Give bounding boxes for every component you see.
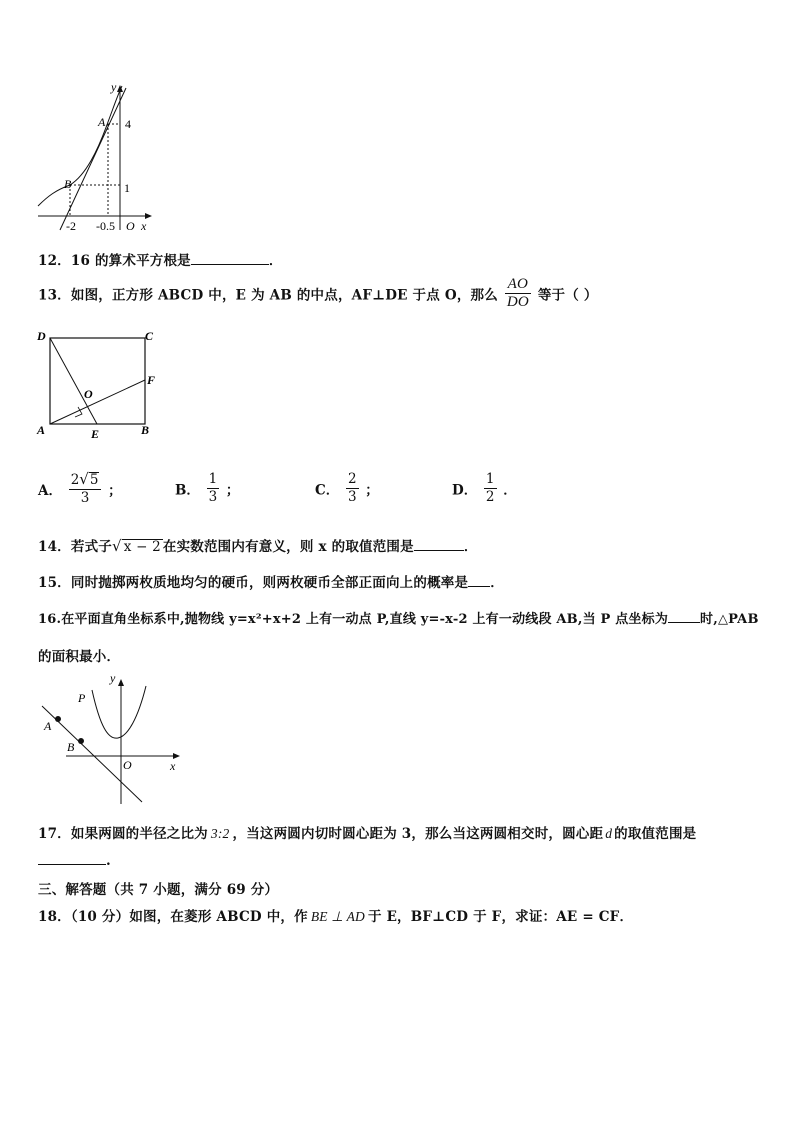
fig1-tick-neg2: -2 xyxy=(66,219,76,233)
q18-after: 于 E，BF⊥CD 于 F，求证：AE = CF． xyxy=(367,909,634,925)
q14-radical-sign: √ xyxy=(112,537,122,555)
fig3-a-label: A xyxy=(44,719,52,733)
q17-middle: ，当这两圆内切时圆心距为 3，那么当这两圆相交时，圆心距 xyxy=(232,826,604,842)
fig2-label-d: D xyxy=(37,329,46,343)
fig3-p-label: P xyxy=(78,691,86,705)
q16-answer-blank xyxy=(668,622,700,623)
q12-answer-blank xyxy=(191,264,269,265)
question-17 xyxy=(38,822,696,842)
choice-c-label: C． xyxy=(315,482,340,499)
question-17-line2 xyxy=(38,853,111,869)
fig3-y-label: y xyxy=(110,671,116,685)
figure-square-abcd xyxy=(34,326,164,444)
q13-choice-a xyxy=(38,471,122,507)
choice-d-fraction xyxy=(484,471,497,506)
choice-a-denominator: 3 xyxy=(80,490,90,506)
fig2-label-f: F xyxy=(147,373,156,387)
choice-d-denominator: 2 xyxy=(485,489,495,505)
q17-before: 17．如果两圆的半径之比为 xyxy=(38,826,208,842)
figure-curve-line-graph xyxy=(34,80,164,235)
fig1-point-a-label: A xyxy=(98,115,106,129)
fig2-label-o: O xyxy=(84,387,93,401)
choice-d-end: ． xyxy=(503,482,517,499)
q15-answer-blank xyxy=(468,586,490,587)
fig1-tick-neg05: -0.5 xyxy=(96,219,115,233)
question-16-line2 xyxy=(38,645,120,665)
q16-line2: 的面积最小． xyxy=(38,649,121,665)
choice-b-numerator: 1 xyxy=(208,471,218,487)
question-14 xyxy=(38,535,478,555)
q15-end: ． xyxy=(490,575,504,591)
q13-fraction-denominator: DO xyxy=(506,294,529,310)
q14-end: ． xyxy=(463,539,478,555)
fig1-x-label: x xyxy=(141,219,147,233)
choice-a-label: A． xyxy=(38,483,62,499)
q16-line1-before: 16.在平面直角坐标系中,抛物线 y=x²+x+2 上有一动点 P,直线 y=-x-2 上有一动线段 AB,当 P 点坐标为 xyxy=(38,612,669,627)
q15-text: 15．同时抛掷两枚质地均匀的硬币，则两枚硬币全部正面向上的概率是 xyxy=(38,575,469,591)
choice-b-denominator: 3 xyxy=(208,489,218,505)
fig1-point-b-label: B xyxy=(64,177,72,191)
fig1-tick-1: 1 xyxy=(124,181,130,195)
choice-a-radicand: 5 xyxy=(89,472,99,488)
q17-end: . xyxy=(106,853,111,869)
q18-before: 18．（10 分）如图，在菱形 ABCD 中，作 xyxy=(38,909,308,925)
choice-b-end: ； xyxy=(225,482,240,499)
q13-text-before: 13．如图，正方形 ABCD 中，E 为 AB 的中点，AF⊥DE 于点 O，那么 xyxy=(38,287,498,304)
q13-choice-c xyxy=(315,471,379,506)
q14-answer-blank xyxy=(414,550,464,551)
choice-d-label: D． xyxy=(452,482,478,499)
q14-radicand: x − 2 xyxy=(123,539,161,555)
q17-var-d: d xyxy=(605,826,613,841)
fig1-tick-4: 4 xyxy=(125,117,131,131)
figure-parabola-line xyxy=(34,670,184,808)
fig3-x-label: x xyxy=(170,759,176,773)
section-3-title: 三、解答题（共 7 小题，满分 69 分） xyxy=(38,882,279,898)
question-13 xyxy=(38,276,598,311)
choice-c-denominator: 3 xyxy=(347,489,357,505)
choice-c-end: ； xyxy=(365,482,379,499)
q13-text-after: 等于（ ） xyxy=(537,287,598,304)
choice-a-end: ； xyxy=(108,483,122,499)
q17-ratio: 3:2 xyxy=(210,826,230,841)
q16-line1-after: 时,△PAB xyxy=(700,612,759,627)
q13-choice-d xyxy=(452,471,517,506)
q12-end: ． xyxy=(268,253,283,269)
q13-fraction xyxy=(505,276,531,311)
fig2-label-b: B xyxy=(141,423,150,437)
q17-after: 的取值范围是 xyxy=(614,826,697,842)
fig1-y-label: y xyxy=(111,80,117,94)
q17-answer-blank xyxy=(38,864,106,865)
choice-d-numerator: 1 xyxy=(485,471,495,487)
q18-math: BE ⊥ AD xyxy=(310,909,365,924)
question-16-line1 xyxy=(38,608,759,627)
fig2-label-a: A xyxy=(37,423,46,437)
choice-c-numerator: 2 xyxy=(347,471,357,487)
choice-a-coef: 2 xyxy=(70,472,80,488)
choice-b-label: B． xyxy=(175,482,200,499)
choice-c-fraction xyxy=(346,471,359,506)
fig2-label-c: C xyxy=(145,329,154,343)
q14-after: 在实数范围内有意义，则 x 的取值范围是 xyxy=(162,539,414,555)
choice-a-radical-sign: √ xyxy=(79,470,89,488)
choice-a-fraction xyxy=(69,471,102,507)
fig1-origin-label: O xyxy=(126,219,135,233)
q12-text: 12．16 的算术平方根是 xyxy=(38,253,191,269)
question-12 xyxy=(38,249,283,269)
q13-choice-b xyxy=(175,471,239,506)
fig3-origin-label: O xyxy=(123,758,132,772)
question-15 xyxy=(38,571,504,591)
fig3-b-label: B xyxy=(67,740,75,754)
q13-fraction-numerator: AO xyxy=(505,276,531,294)
question-18 xyxy=(38,905,633,925)
fig2-label-e: E xyxy=(91,427,100,441)
choice-b-fraction xyxy=(207,471,220,506)
q14-before: 14．若式子 xyxy=(38,539,112,555)
section-3-heading xyxy=(38,878,278,898)
